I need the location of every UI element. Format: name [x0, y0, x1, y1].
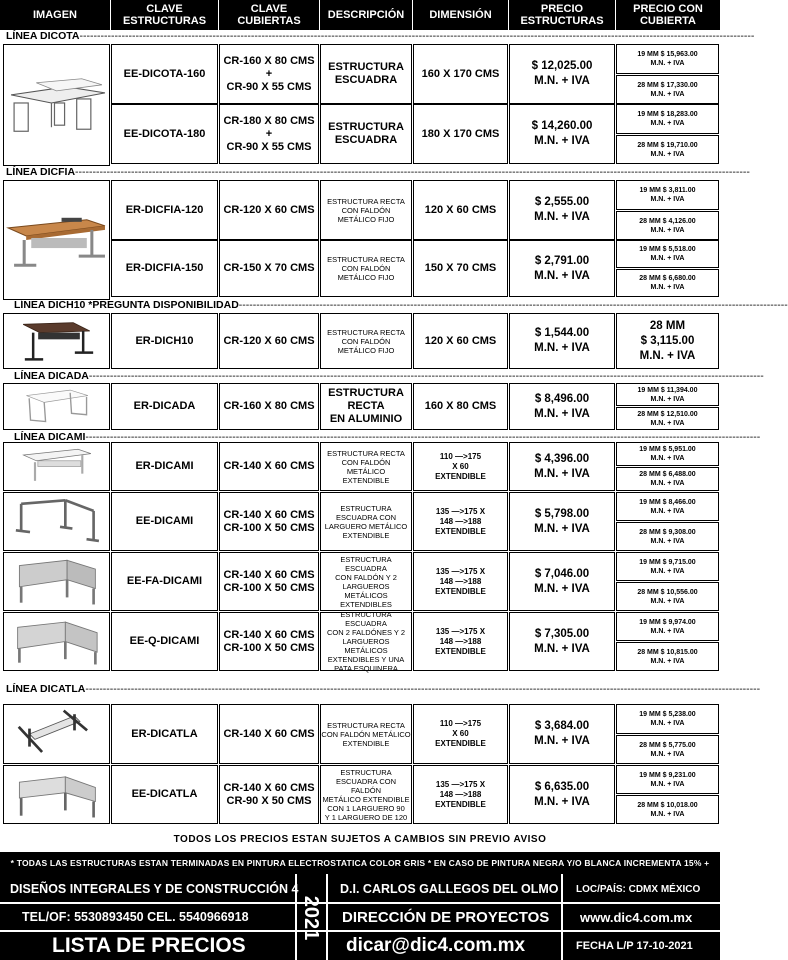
description [320, 612, 412, 671]
cover-price-19mm [616, 104, 719, 134]
cover-price-19mm [616, 612, 719, 641]
description [320, 552, 412, 611]
structure-price-text: $ 3,684.00 M.N. + IVA [534, 720, 590, 747]
structure-code [111, 104, 218, 164]
cover-code [219, 240, 319, 297]
cover-price [616, 313, 719, 369]
cover-code-text: CR-150 X 70 CMS [223, 262, 315, 274]
dimension [413, 313, 508, 369]
structure-price-text: $ 7,046.00 M.N. + IVA [534, 567, 590, 595]
cover-code-text: CR-120 X 60 CMS [223, 334, 315, 347]
cover-price-28mm [616, 642, 719, 671]
wood-desk-icon [6, 183, 107, 297]
cover-code [219, 552, 319, 611]
cover-code [219, 104, 319, 164]
structure-code-text: ER-DICFIA-120 [125, 203, 204, 216]
footer-vdivider-2 [326, 874, 328, 960]
cover-code-text: CR-160 X 80 CMS [223, 400, 315, 412]
product-image [3, 704, 110, 764]
cover-price-28mm-text: 28 MM $ 5,775.00 M.N. + IVA [639, 741, 696, 758]
line-title-dicfia: LÍNEA DICFIA------------------------------------------------------------------------------------------------------------------------------------------------------------------------------------------------- [6, 166, 750, 178]
description [320, 180, 412, 240]
dimension-text: 135 —>175 X 148 —>188 EXTENDIBLE [435, 506, 486, 536]
cover-price-28mm [616, 135, 719, 164]
cover-code-text: CR-140 X 60 CMS CR-100 X 50 CMS [223, 568, 315, 594]
cover-price-28mm [616, 75, 719, 104]
cover-price-28mm-text: 28 MM $ 12,510.00 M.N. + IVA [637, 410, 698, 427]
structure-code-text: EE-Q-DICAMI [129, 635, 200, 647]
line-title-dicatla: LÍNEA DICATLA------------------------------------------------------------------------------------------------------------------------------------------------------------------------------------------------- [6, 683, 761, 695]
dimension [413, 612, 508, 671]
structure-code-text: ER-DICAMI [135, 460, 194, 472]
structure-price [509, 383, 615, 430]
structure-code [111, 313, 218, 369]
structure-price [509, 104, 615, 164]
cover-price-19mm-text: 19 MM $ 11,394.00 M.N. + IVA [637, 386, 698, 403]
structure-code [111, 552, 218, 611]
cover-price-19mm [616, 704, 719, 734]
atla-frame-icon [6, 707, 107, 761]
structure-price-text: $ 8,496.00 M.N. + IVA [534, 392, 590, 420]
price-list-date: FECHA L/P 17-10-2021 [576, 940, 693, 952]
dimension [413, 765, 508, 824]
cover-price-28mm-text: 28 MM $ 6,488.00 M.N. + IVA [639, 471, 696, 487]
cover-price-28mm [616, 735, 719, 764]
line-title-dich10: LÍNEA DICH10 *PREGUNTA DISPONIBILIDAD------------------------------------------------------------------------------------------------------------------------------------------------------------- [14, 299, 788, 311]
cover-price-19mm [616, 765, 719, 794]
cover-code [219, 442, 319, 491]
structure-price-text: $ 2,791.00 M.N. + IVA [534, 254, 590, 282]
dimension [413, 552, 508, 611]
cover-price-28mm-text: 28 MM $ 4,126.00 M.N. + IVA [639, 217, 696, 234]
description-text: ESTRUCTURA RECTA EN ALUMINIO [328, 387, 404, 425]
structure-code [111, 383, 218, 430]
cover-price-19mm-text: 19 MM $ 3,811.00 M.N. + IVA [639, 187, 696, 203]
cover-price-28mm [616, 407, 719, 430]
corner-frame-icon [6, 615, 107, 668]
cover-price-28mm [616, 269, 719, 297]
description-text: ESTRUCTURA RECTA CON FALDÓN METÁLICO FIJO [327, 327, 405, 355]
structure-code [111, 180, 218, 240]
description-text: ESTRUCTURA RECTA CON FALDÓN METÁLICO FIJO [327, 255, 405, 282]
atla-corner-icon [6, 768, 107, 821]
cover-code [219, 44, 319, 104]
description [320, 442, 412, 491]
structure-code-text: EE-DICOTA-180 [123, 127, 206, 140]
dimension [413, 442, 508, 491]
cover-price-28mm-text: 28 MM $ 10,018.00 M.N. + IVA [637, 801, 698, 818]
cover-code [219, 704, 319, 764]
dimension-text: 160 X 170 CMS [421, 67, 500, 80]
structure-code [111, 704, 218, 764]
product-image [3, 383, 110, 430]
description-text: ESTRUCTURA ESCUADRA [328, 121, 404, 146]
dimension [413, 704, 508, 764]
description-text: ESTRUCTURA ESCUADRA CON FALDÓN Y 2 LARGUEROS METÁLICOS EXTENDIBLES [335, 554, 397, 609]
line-title-dicada: LÍNEA DICADA------------------------------------------------------------------------------------------------------------------------------------------------------------------------------------------------- [14, 370, 764, 382]
description [320, 383, 412, 430]
structure-price-text: $ 5,798.00 M.N. + IVA [534, 507, 590, 535]
product-image [3, 765, 110, 824]
cover-code-text: CR-140 X 60 CMS CR-100 X 50 CMS [223, 628, 315, 654]
cover-code [219, 765, 319, 824]
description [320, 104, 412, 164]
description-text: ESTRUCTURA RECTA CON FALDÓN METÁLICO EXTENDIBLE [327, 448, 405, 485]
cover-price-19mm [616, 240, 719, 268]
structure-code [111, 492, 218, 551]
cover-price-28mm-text: 28 MM $ 6,680.00 M.N. + IVA [639, 275, 696, 291]
description-text: ESTRUCTURA ESCUADRA CON FALDÓN METÁLICO EXTENDIBLE CON 1 LARGUERO 90 Y 1 LARGUERO DE 120 [322, 767, 410, 822]
cover-price-28mm [616, 211, 719, 240]
cover-price-28mm-text: 28 MM $ 19,710.00 M.N. + IVA [637, 141, 698, 158]
cover-code-text: CR-120 X 60 CMS [223, 203, 315, 216]
dimension-text: 180 X 170 CMS [421, 127, 500, 140]
l-desk-glass-icon [6, 47, 107, 163]
department-label: DIRECCIÓN DE PROYECTOS [342, 908, 550, 926]
cover-price-19mm [616, 44, 719, 74]
header-precio-cubierta: PRECIO CON CUBIERTA [616, 0, 720, 30]
company-phones: TEL/OF: 5530893450 CEL. 5540966918 [22, 910, 249, 924]
description [320, 704, 412, 764]
cover-price-19mm-text: 19 MM $ 9,715.00 M.N. + IVA [639, 558, 696, 575]
dimension-text: 150 X 70 CMS [424, 262, 497, 274]
cover-price-19mm [616, 180, 719, 210]
description [320, 44, 412, 104]
structure-code [111, 240, 218, 297]
cover-price-28mm-text: 28 MM $ 10,556.00 M.N. + IVA [637, 588, 698, 605]
dimension-text: 120 X 60 CMS [424, 334, 497, 347]
dimension-text: 120 X 60 CMS [424, 203, 497, 216]
cover-code [219, 180, 319, 240]
cover-price-28mm-text: 28 MM $ 17,330.00 M.N. + IVA [637, 81, 698, 98]
structure-code [111, 765, 218, 824]
cover-price-19mm-text: 19 MM $ 5,518.00 M.N. + IVA [639, 246, 696, 262]
structure-code-text: ER-DICATLA [131, 727, 198, 740]
product-image [3, 442, 110, 491]
header-clave-cubiertas: CLAVE CUBIERTAS [219, 0, 319, 30]
cover-price-28mm-text: 28 MM $ 9,308.00 M.N. + IVA [639, 528, 696, 545]
description-text: ESTRUCTURA RECTA CON FALDÓN METÁLICO EXTENDIBLE [321, 720, 411, 748]
structure-price-text: $ 1,544.00 M.N. + IVA [534, 327, 590, 354]
cover-price-19mm-text: 19 MM $ 5,951.00 M.N. + IVA [639, 446, 696, 462]
cover-price-19mm [616, 552, 719, 581]
structure-code-text: EE-DICAMI [135, 515, 194, 527]
dimension-text: 110 —>175 X 60 EXTENDIBLE [435, 451, 486, 481]
cover-price-19mm-text: 19 MM $ 9,231.00 M.N. + IVA [639, 771, 696, 788]
description [320, 492, 412, 551]
dimension [413, 44, 508, 104]
structure-price [509, 240, 615, 297]
header-clave-estructuras: CLAVE ESTRUCTURAS [111, 0, 218, 30]
cover-code [219, 313, 319, 369]
company-name: DISEÑOS INTEGRALES Y DE CONSTRUCCIÓN 4 [10, 882, 299, 896]
email-link[interactable]: dicar@dic4.com.mx [346, 935, 526, 956]
structure-price-text: $ 7,305.00 M.N. + IVA [534, 627, 590, 655]
dimension-text: 135 —>175 X 148 —>188 EXTENDIBLE [435, 566, 486, 596]
structure-code-text: EE-DICATLA [131, 788, 198, 800]
cover-price-19mm-text: 19 MM $ 18,283.00 M.N. + IVA [637, 111, 698, 127]
cover-code-text: CR-140 X 60 CMS CR-90 X 50 CMS [223, 781, 315, 807]
cover-price-28mm [616, 582, 719, 611]
cover-code [219, 383, 319, 430]
structure-price [509, 765, 615, 824]
structure-price-text: $ 14,260.00 M.N. + IVA [531, 120, 593, 147]
description-text: ESTRUCTURA ESCUADRA CON LARGUERO METÁLICO EXTENDIBLE [324, 503, 408, 540]
year-label: 2021 [300, 895, 323, 941]
small-desk-icon [6, 316, 107, 366]
structure-price-text: $ 12,025.00 M.N. + IVA [531, 60, 593, 87]
dimension-text: 160 X 80 CMS [424, 400, 497, 412]
description [320, 240, 412, 297]
cover-price-19mm-text: 19 MM $ 5,238.00 M.N. + IVA [639, 711, 696, 727]
dimension-text: 135 —>175 X 148 —>188 EXTENDIBLE [435, 626, 486, 656]
structure-code-text: ER-DICH10 [135, 334, 194, 347]
designer-name: D.I. CARLOS GALLEGOS DEL OLMO [340, 882, 559, 896]
cover-price-19mm [616, 442, 719, 466]
header-dimension: DIMENSIÓN [413, 0, 508, 30]
paint-note: * TODAS LAS ESTRUCTURAS ESTAN TERMINADAS EN PINTURA ELECTROSTATICA COLOR GRIS * EN CASO DE PINTURA NEGRA Y/O BLANCA INCREMENTA 15% + [0, 852, 720, 874]
cover-price-19mm [616, 383, 719, 406]
structure-price [509, 313, 615, 369]
cover-price-19mm-text: 19 MM $ 15,963.00 M.N. + IVA [637, 51, 698, 67]
structure-code [111, 612, 218, 671]
dimension [413, 180, 508, 240]
line-title-dicota: LÍNEA DICOTA------------------------------------------------------------------------------------------------------------------------------------------------------------------------------------------------- [6, 30, 755, 42]
structure-code-text: ER-DICADA [133, 400, 196, 412]
cover-price-28mm-text: 28 MM $ 10,815.00 M.N. + IVA [637, 648, 698, 665]
cover-price-text: 28 MM $ 3,115.00 M.N. + IVA [639, 319, 696, 362]
white-desk-icon [6, 445, 107, 488]
panel-frame-icon [6, 555, 107, 608]
cover-code-text: CR-160 X 80 CMS + CR-90 X 55 CMS [223, 54, 315, 93]
structure-code-text: EE-FA-DICAMI [126, 575, 203, 587]
structure-price [509, 552, 615, 611]
description-text: ESTRUCTURA ESCUADRA CON 2 FALDÓNES Y 2 LARGUEROS METÁLICOS EXTENDIBLES Y UNA PATA ESQUINERA [326, 610, 406, 673]
product-image [3, 492, 110, 551]
aluminum-desk-icon [6, 386, 107, 427]
structure-code [111, 442, 218, 491]
list-title: LISTA DE PRECIOS [52, 934, 246, 957]
cover-code-text: CR-140 X 60 CMS CR-100 X 50 CMS [223, 508, 315, 534]
dimension [413, 104, 508, 164]
structure-price [509, 704, 615, 764]
location-label: LOC/PAÍS: CDMX MÉXICO [576, 883, 701, 895]
product-image [3, 180, 110, 300]
structure-code-text: EE-DICOTA-160 [123, 67, 206, 80]
cover-price-19mm [616, 492, 719, 521]
product-image [3, 44, 110, 166]
structure-price-text: $ 6,635.00 M.N. + IVA [534, 780, 590, 808]
header-descripcion: DESCRIPCIÓN [320, 0, 412, 30]
structure-code-text: ER-DICFIA-150 [125, 262, 204, 274]
cover-code [219, 492, 319, 551]
structure-code [111, 44, 218, 104]
cover-price-19mm-text: 19 MM $ 8,466.00 M.N. + IVA [639, 498, 696, 515]
line-title-dicami: LÍNEA DICAMI------------------------------------------------------------------------------------------------------------------------------------------------------------------------------------------------- [14, 431, 761, 443]
description-text: ESTRUCTURA RECTA CON FALDÓN METÁLICO FIJO [327, 196, 405, 224]
description-text: ESTRUCTURA ESCUADRA [328, 61, 404, 86]
cover-code-text: CR-140 X 60 CMS [223, 460, 315, 472]
structure-price [509, 442, 615, 491]
dimension [413, 240, 508, 297]
product-image [3, 313, 110, 369]
structure-price [509, 492, 615, 551]
header-precio-estructuras: PRECIO ESTRUCTURAS [509, 0, 615, 30]
cover-price-28mm [616, 467, 719, 491]
dimension-text: 110 —>175 X 60 EXTENDIBLE [435, 719, 486, 748]
structure-price-text: $ 2,555.00 M.N. + IVA [534, 196, 590, 223]
dimension [413, 383, 508, 430]
header-imagen: IMAGEN [0, 0, 110, 30]
product-image [3, 612, 110, 671]
description [320, 765, 412, 824]
cover-code-text: CR-140 X 60 CMS [223, 727, 315, 740]
product-image [3, 552, 110, 611]
structure-price [509, 180, 615, 240]
dimension [413, 492, 508, 551]
footer-vdivider-3 [561, 874, 563, 960]
structure-price [509, 612, 615, 671]
cover-price-28mm [616, 795, 719, 824]
cover-code [219, 612, 319, 671]
frame-icon [6, 495, 107, 548]
structure-price [509, 44, 615, 104]
description [320, 313, 412, 369]
cover-price-19mm-text: 19 MM $ 9,974.00 M.N. + IVA [639, 618, 696, 635]
structure-price-text: $ 4,396.00 M.N. + IVA [534, 452, 590, 480]
cover-code-text: CR-180 X 80 CMS + CR-90 X 55 CMS [223, 114, 315, 153]
cover-price-28mm [616, 522, 719, 551]
price-change-notice: TODOS LOS PRECIOS ESTAN SUJETOS A CAMBIOS SIN PREVIO AVISO [173, 834, 547, 845]
website-link[interactable]: www.dic4.com.mx [580, 909, 693, 925]
dimension-text: 135 —>175 X 148 —>188 EXTENDIBLE [435, 779, 486, 809]
